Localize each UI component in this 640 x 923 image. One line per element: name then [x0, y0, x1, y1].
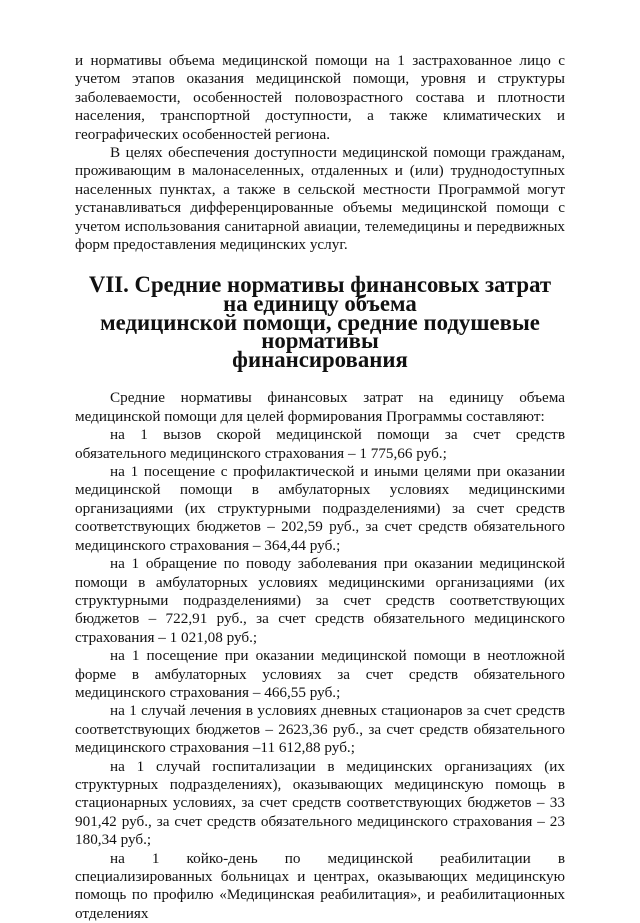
- heading-line: финансирования: [232, 346, 408, 372]
- paragraph-intro: Средние нормативы финансовых затрат на единицу объема медицинской помощи для целей формирования Программы составляют:: [75, 389, 565, 425]
- paragraph-emergency-visit: на 1 посещение при оказании медицинской помощи в неотложной форме в амбулаторных условиях за счет средств обязательного медицинского страхования – 466,55 руб.;: [75, 647, 565, 701]
- paragraph-preventive-visit: на 1 посещение с профилактической и иными целями при оказании медицинской помощи в амбулаторных условиях медицинскими организациями (их структурными подразделениями) за счет средств соответствующих бюджетов – 202,59 руб., за счет средств обязательного медицинского страхования – 364,44 руб.;: [75, 463, 565, 554]
- heading-line: медицинской помощи, средние подушевые нормативы: [100, 309, 540, 354]
- paragraph-norms-continuation: и нормативы объема медицинской помощи на 1 застрахованное лицо с учетом этапов оказания медицинской помощи, уровня и структуры заболеваемости, особенностей половозрастного состава и плотности населения, транспортной доступности, а также климатических и географических особенностей региона.: [75, 52, 565, 143]
- paragraph-accessibility: В целях обеспечения доступности медицинской помощи гражданам, проживающим в малонаселенных, отдаленных и (или) труднодоступных населенных пунктах, а также в сельской местности Программой могут устанавливаться дифференцированные объемы медицинской помощи с учетом использования санитарной авиации, телемедицины и передвижных форм предоставления медицинских услуг.: [75, 144, 565, 254]
- document-page: [75, 52, 565, 923]
- section-heading-vii: [75, 272, 565, 372]
- paragraph-rehabilitation: на 1 койко-день по медицинской реабилитации в специализированных больницах и центрах, оказывающих медицинскую помощь по профилю «Медицинская реабилитация», и реабилитационных отделениях: [75, 849, 565, 922]
- paragraph-hospitalization: на 1 случай госпитализации в медицинских организациях (их структурных подразделениях), оказывающих медицинскую помощь в стационарных условиях, за счет средств соответствующих бюджетов – 33 901,42 руб., за счет средств обязательного медицинского страхования – 23 180,34 руб.;: [75, 757, 565, 849]
- paragraph-ambulance-call: на 1 вызов скорой медицинской помощи за счет средств обязательного медицинского страхования – 1 775,66 руб.;: [75, 426, 565, 462]
- paragraph-disease-treatment: на 1 обращение по поводу заболевания при оказании медицинской помощи в амбулаторных условиях медицинскими организациями (их структурными подразделениями) за счет средств соответствующих бюджетов – 722,91 руб., за счет средств обязательного медицинского страхования – 1 021,08 руб.;: [75, 555, 565, 646]
- heading-line: VII. Средние нормативы финансовых затрат на единицу объема: [88, 272, 552, 317]
- paragraph-day-hospital: на 1 случай лечения в условиях дневных стационаров за счет средств соответствующих бюджетов – 2623,36 руб., за счет средств обязательного медицинского страхования –11 612,88 руб.;: [75, 702, 565, 757]
